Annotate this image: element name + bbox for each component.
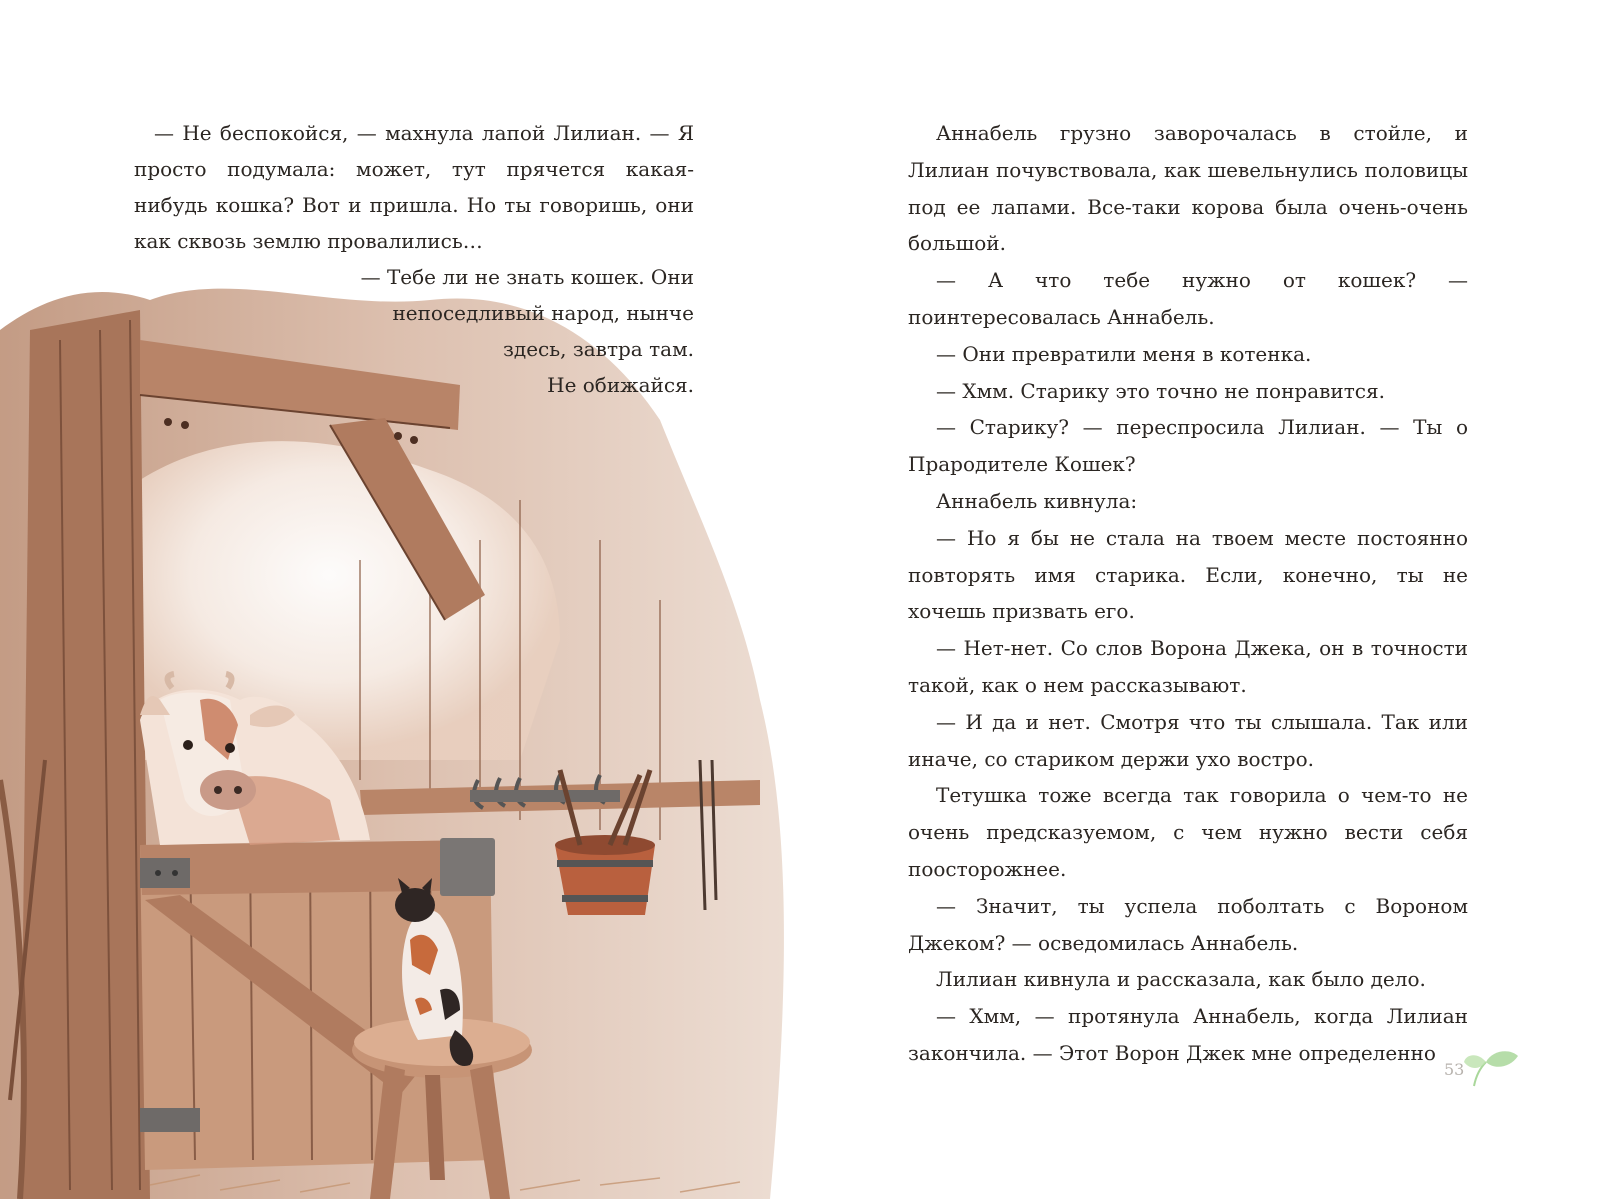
paragraph: — И да и нет. Смотря что ты слышала. Так или иначе, со стариком держи ухо востро.	[908, 709, 1468, 771]
paragraph: — Они превратили меня в котенка.	[936, 341, 1312, 366]
paragraph: — Старику? — переспросила Лилиан. — Ты о Прародителе Кошек?	[908, 415, 1468, 477]
right-page-text	[908, 115, 1468, 1072]
paragraph: Аннабель кивнула:	[936, 488, 1138, 513]
paragraph: — А что тебе нужно от кошек? — поинтересовалась Аннабель.	[908, 268, 1468, 329]
paragraph: — Но я бы не стала на твоем месте постоянно повторять имя старика. Если, конечно, ты не хочешь призвать его.	[908, 525, 1468, 624]
paragraph: — Значит, ты успела поболтать с Вороном Джеком? — осведомилась Аннабель.	[908, 893, 1468, 955]
paragraph: Тетушка тоже всегда так говорила о чем-то не очень предсказуемом, с чем нужно вести себя поосторожнее.	[908, 783, 1468, 881]
paragraph: — Нет-нет. Со слов Ворона Джека, он в точности такой, как о нем рассказывают.	[908, 636, 1468, 697]
paragraph: — Хмм. Старику это точно не понравится.	[936, 378, 1385, 403]
page-number: 53	[1444, 1060, 1465, 1079]
paragraph: Аннабель грузно заворочалась в стойле, и Лилиан почувствовала, как шевельнулись половицы под ее лапами. Все-таки корова была очень-очень большой.	[908, 121, 1468, 256]
paragraph: — Не беспокойся, — махнула лапой Лилиан. — Я просто подумала: может, тут прячется какая-нибудь кошка? Вот и пришла. Но ты говоришь, они как сквозь землю провалились…	[134, 121, 694, 253]
left-page-text	[134, 115, 694, 403]
paragraph: — Хмм, — протянула Аннабель, когда Лилиан закончила. — Этот Ворон Джек мне определенно	[908, 1004, 1468, 1065]
paragraph: Лилиан кивнула и рассказала, как было дело.	[936, 967, 1426, 992]
paragraph: — Тебе ли не знать кошек. Они непоседливый народ, нынче здесь, завтра там. Не обижайся.	[360, 265, 694, 397]
sprout-icon	[1462, 1048, 1522, 1088]
